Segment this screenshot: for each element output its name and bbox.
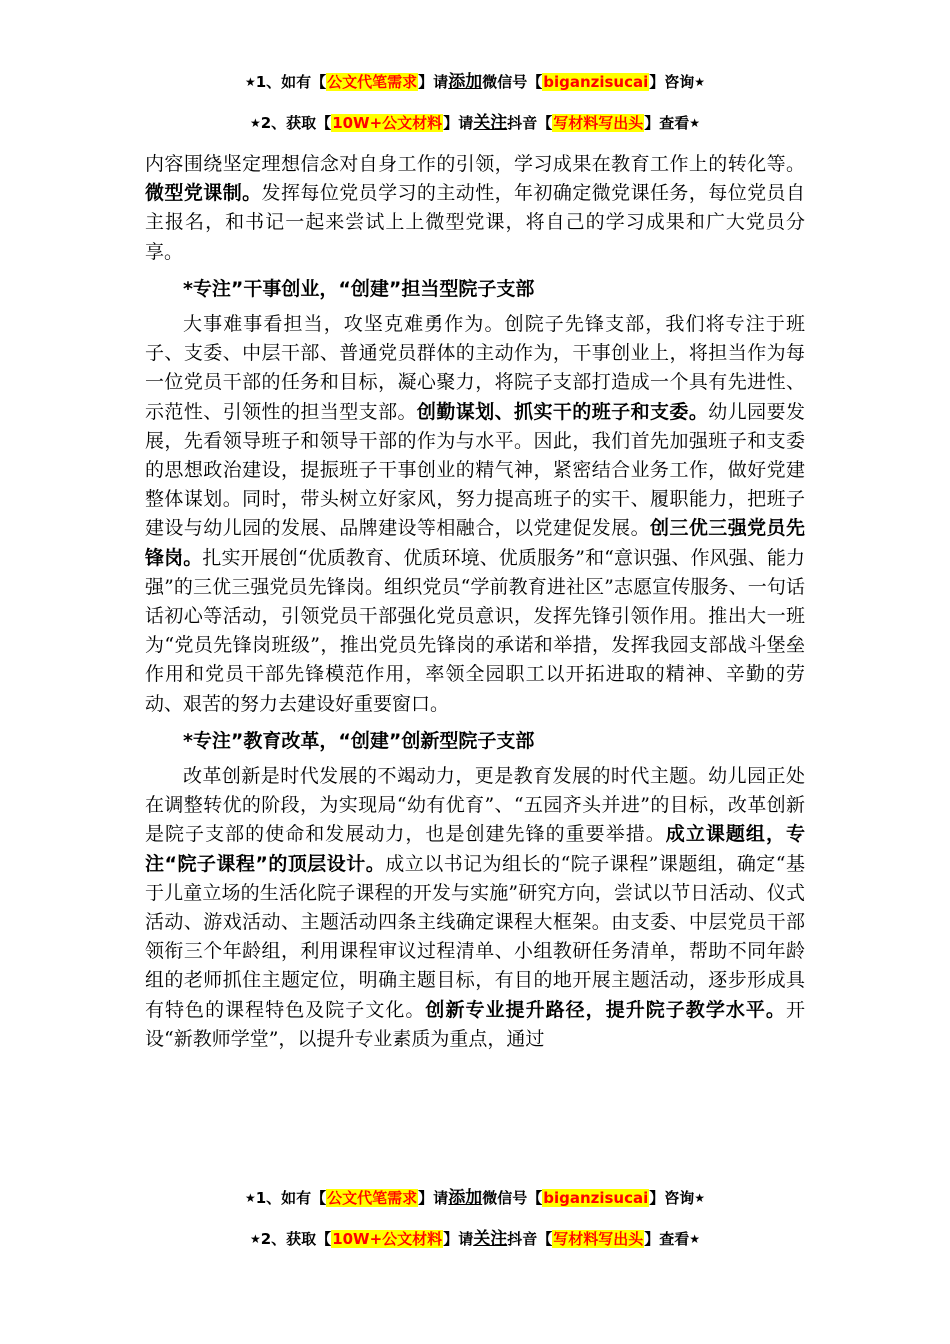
promo-underline: 添加 [448, 72, 483, 92]
promo-highlight: 公文代笔需求 [327, 1189, 418, 1207]
promo-underline: 关注 [473, 113, 508, 133]
paragraph-text: 大事难事看担当，攻坚克难勇作为。创院子先锋支部，我们将专注于班子、支委、中层干部、普通党员群体的主动作为，干事创业上，将担当作为每一位党员干部的任务和目标，凝心聚力，将院子支部打造成一个具有先进性、示范性、引领性的担当型支部。 [145, 313, 805, 423]
paragraph-text: 发挥每位党员学习的主动性，年初确定微党课任务，每位党员自主报名，和书记一起来尝试上上微型党课，将自己的学习成果和广大党员分享。 [145, 182, 805, 263]
star-icon: ★ [689, 116, 701, 130]
promo-underline: 添加 [448, 1188, 483, 1208]
promo-text: 抖音【 [507, 1230, 553, 1248]
paragraph-1 [145, 150, 805, 267]
promo-text: 微信号【 [482, 1189, 543, 1207]
star-icon: ★ [694, 75, 706, 89]
promo-highlight: 公文代笔需求 [327, 73, 418, 91]
paragraph-text: 扎实开展创“优质教育、优质环境、优质服务”和“意识强、作风强、能力强”的三优三强党员先锋岗。组织党员“学前教育进社区”志愿宣传服务、一句话话初心等活动，引领党员干部强化党员意识，发挥先锋引领作用。推出大一班为“党员先锋岗班级”，推出党员先锋岗的承诺和举措，发挥我园支部战斗堡垒作用和党员干部先锋模范作用，率领全园职工以开拓进取的精神、辛勤的劳动、艰苦的努力去建设好重要窗口。 [145, 546, 805, 715]
promo-text: 抖音【 [507, 114, 553, 132]
footer-promo-line-1 [0, 1186, 950, 1210]
star-icon: ★ [244, 1191, 256, 1205]
star-icon: ★ [244, 75, 256, 89]
section-heading-1: *专注”干事创业，“创建”担当型院子支部 [183, 277, 535, 300]
promo-text: 】咨询 [649, 73, 695, 91]
paragraph-bold: 创三优三强党员先锋岗。 [145, 517, 805, 569]
promo-text: 】查看 [644, 114, 690, 132]
paragraph-bold: 成立课题组，专注“院子课程”的顶层设计。 [145, 823, 805, 875]
promo-wechat-id: biganzisucai [543, 1189, 649, 1207]
paragraph-2 [145, 310, 805, 719]
promo-text: 1、如有【 [255, 1189, 327, 1207]
promo-highlight: 10W+公文材料 [332, 114, 443, 132]
header-promo-line-2 [0, 111, 950, 135]
paragraph-text: 成立以书记为组长的“院子课程”课题组，确定“基于儿童立场的生活化院子课程的开发与实施”研究方向，尝试以节日活动、仪式活动、游戏活动、主题活动四条主线确定课程大框架。由支委、中层党员干部领衔三个年龄组，利用课程审议过程清单、小组教研任务清单，帮助不同年龄组的老师抓住主题定位，明确主题目标，有目的地开展主题活动，逐步形成具有特色的课程特色及院子文化。 [145, 852, 805, 1021]
star-icon: ★ [694, 1191, 706, 1205]
promo-text: 2、获取【 [260, 114, 332, 132]
promo-text: 】查看 [644, 1230, 690, 1248]
promo-text: 2、获取【 [260, 1230, 332, 1248]
star-icon: ★ [249, 116, 261, 130]
promo-text: 】请 [418, 1189, 449, 1207]
paragraph-text: 改革创新是时代发展的不竭动力，更是教育发展的时代主题。幼儿园正处在调整转优的阶段，为实现局“幼有优育”、“五园齐头并进”的目标，改革创新是院子支部的使命和发展动力，也是创建先锋的重要举措。 [145, 765, 805, 846]
paragraph-text: 开设“新教师学堂”，以提升专业素质为重点，通过 [145, 998, 805, 1050]
promo-douyin-id: 写材料写出头 [553, 1230, 644, 1248]
promo-highlight: 10W+公文材料 [332, 1230, 443, 1248]
document-body [145, 150, 805, 1054]
paragraph-3 [145, 762, 805, 1054]
star-icon: ★ [689, 1232, 701, 1246]
paragraph-text: 内容围绕坚定理想信念对自身工作的引领，学习成果在教育工作上的转化等。 [145, 153, 805, 175]
promo-text: 】咨询 [649, 1189, 695, 1207]
promo-text: 微信号【 [482, 73, 543, 91]
paragraph-bold: 微型党课制。 [145, 182, 262, 205]
footer-promo-line-2 [0, 1227, 950, 1251]
section-heading-2: *专注”教育改革，“创建”创新型院子支部 [183, 729, 535, 752]
paragraph-text: 幼儿园要发展，先看领导班子和领导干部的作为与水平。因此，我们首先加强班子和支委的思想政治建设，提振班子干事创业的精气神，紧密结合业务工作，做好党建整体谋划。同时，带头树立好家风，努力提高班子的实干、履职能力，把班子建设与幼儿园的发展、品牌建设等相融合，以党建促发展。 [145, 400, 805, 540]
promo-douyin-id: 写材料写出头 [553, 114, 644, 132]
paragraph-bold: 创勤谋划、抓实干的班子和支委。 [416, 400, 709, 423]
header-promo-line-1 [0, 70, 950, 94]
promo-text: 】请 [418, 73, 449, 91]
promo-underline: 关注 [473, 1229, 508, 1249]
promo-text: 1、如有【 [255, 73, 327, 91]
paragraph-bold: 创新专业提升路径，提升院子教学水平。 [425, 998, 786, 1021]
promo-text: 】请 [443, 1230, 474, 1248]
promo-wechat-id: biganzisucai [543, 73, 649, 91]
star-icon: ★ [249, 1232, 261, 1246]
promo-text: 】请 [443, 114, 474, 132]
